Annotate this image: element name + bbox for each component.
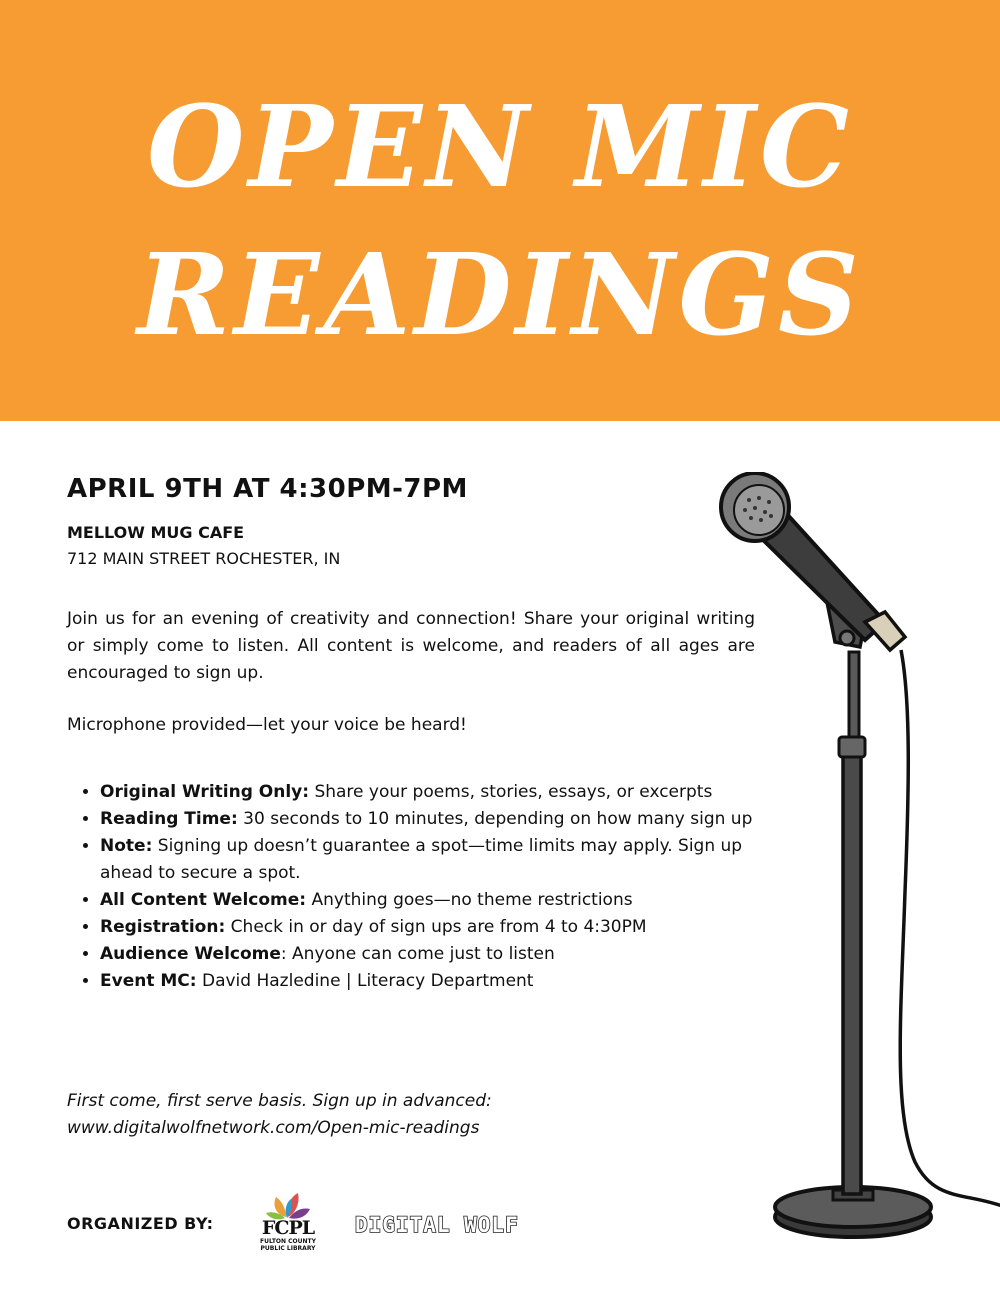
list-item bbox=[100, 887, 780, 914]
rule-text: : Anyone can come just to listen bbox=[280, 944, 555, 964]
list-item bbox=[100, 806, 780, 833]
fcpl-sub1: FULTON COUNTY bbox=[260, 1238, 316, 1245]
rules-list bbox=[67, 779, 780, 995]
rule-text: David Hazledine | Literacy Department bbox=[196, 971, 534, 991]
rule-label: Reading Time: bbox=[100, 809, 238, 829]
rule-label: Event MC: bbox=[100, 971, 197, 991]
list-item bbox=[100, 914, 780, 941]
microphone-note: Microphone provided—let your voice be heard! bbox=[67, 715, 467, 735]
event-address: 712 MAIN STREET ROCHESTER, IN bbox=[67, 549, 341, 568]
rule-label: Note: bbox=[100, 836, 153, 856]
event-datetime: APRIL 9TH AT 4:30PM-7PM bbox=[67, 474, 468, 504]
signup-footnote bbox=[67, 1088, 492, 1142]
rule-label: All Content Welcome: bbox=[100, 890, 307, 910]
fcpl-logo bbox=[258, 1191, 318, 1271]
fcpl-name: FCPL bbox=[261, 1217, 315, 1239]
list-item bbox=[100, 968, 780, 995]
rule-label: Audience Welcome bbox=[100, 944, 281, 964]
signup-link[interactable]: www.digitalwolfnetwork.com/Open-mic-readings bbox=[67, 1118, 480, 1138]
rule-text: Share your poems, stories, essays, or excerpts bbox=[309, 782, 713, 802]
rule-label: Original Writing Only: bbox=[100, 782, 310, 802]
fcpl-sub2: PUBLIC LIBRARY bbox=[260, 1245, 316, 1252]
rule-text: 30 seconds to 10 minutes, depending on how many sign up bbox=[237, 809, 753, 829]
rule-text: Check in or day of sign ups are from 4 to 4:30PM bbox=[225, 917, 647, 937]
rule-label: Registration: bbox=[100, 917, 226, 937]
list-item bbox=[100, 941, 780, 968]
microphone-stand-icon bbox=[715, 472, 1000, 1242]
organizers-label: ORGANIZED BY: bbox=[67, 1214, 214, 1233]
event-venue: MELLOW MUG CAFE bbox=[67, 523, 245, 542]
digital-wolf-logo: DIGITAL WOLF bbox=[355, 1213, 519, 1237]
footnote-line1: First come, first serve basis. Sign up in advanced: bbox=[67, 1091, 492, 1111]
intro-paragraph: Join us for an evening of creativity and connection! Share your original writing or simply come to listen. All content is welcome, and readers of all ages are encouraged to sign up. bbox=[67, 609, 755, 683]
page-title-line1: OPEN MIC bbox=[146, 82, 854, 213]
rule-text: Signing up doesn’t guarantee a spot—time limits may apply. Sign up ahead to secure a spot. bbox=[100, 836, 743, 883]
rule-text: Anything goes—no theme restrictions bbox=[306, 890, 633, 910]
list-item bbox=[100, 833, 780, 887]
list-item bbox=[100, 779, 780, 806]
page-title-line2: READINGS bbox=[137, 230, 863, 361]
